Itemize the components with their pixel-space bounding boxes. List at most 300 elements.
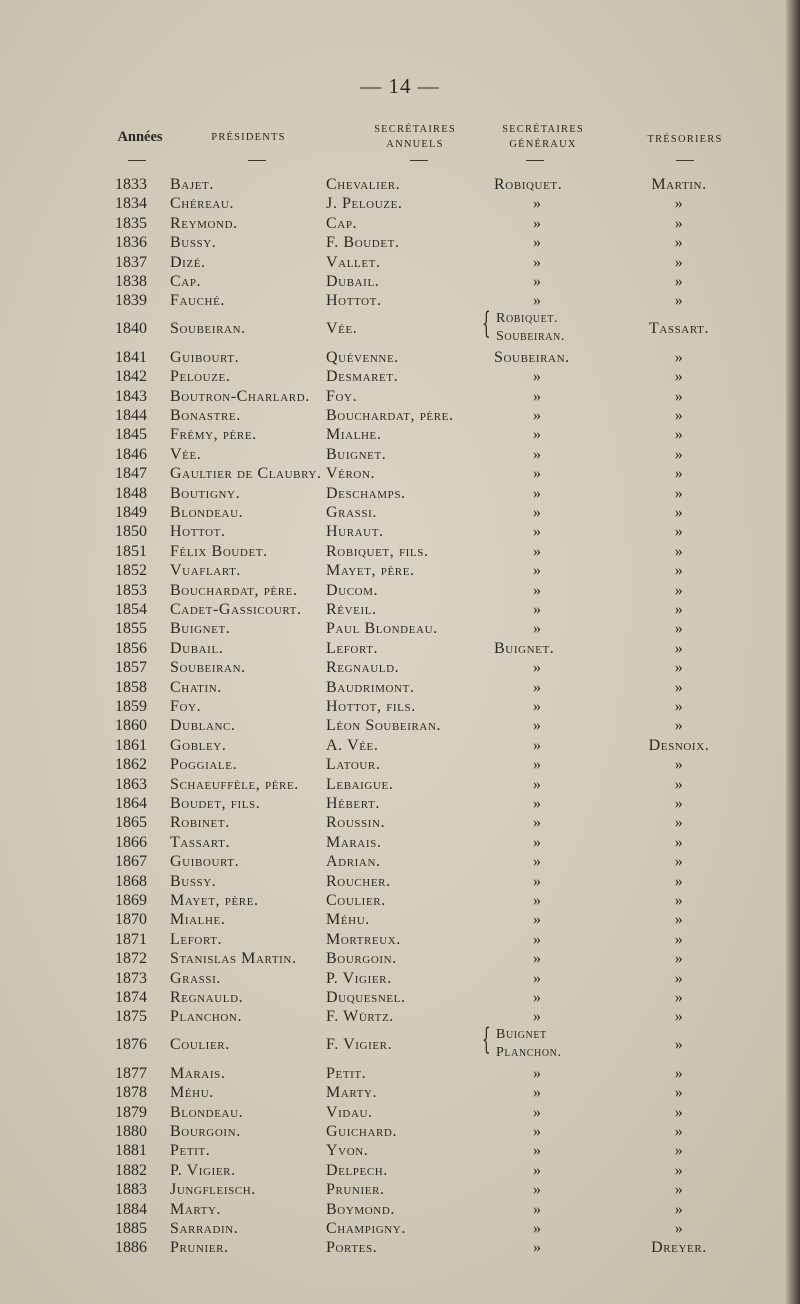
year-cell: 1861 bbox=[115, 736, 147, 754]
year-cell: 1865 bbox=[115, 814, 147, 832]
annual-secretary-cell: Bourgoin. bbox=[326, 950, 397, 968]
treasurer-cell: » bbox=[674, 795, 684, 812]
year-cell: 1846 bbox=[115, 445, 147, 463]
president-cell: Dublanc. bbox=[170, 717, 236, 735]
president-cell: Chatin. bbox=[170, 678, 222, 696]
annual-secretary-cell: Baudrimont. bbox=[326, 678, 415, 696]
table-row bbox=[0, 775, 800, 795]
annual-secretary-cell: Roucher. bbox=[326, 872, 391, 890]
year-cell: 1870 bbox=[115, 911, 147, 929]
table-row bbox=[0, 930, 800, 950]
treasurer-cell: » bbox=[674, 1220, 684, 1237]
president-cell: Regnauld. bbox=[170, 989, 244, 1006]
annual-secretary-cell: Réveil. bbox=[326, 601, 377, 618]
year-cell: 1839 bbox=[115, 292, 147, 310]
annual-secretary-cell: Guichard. bbox=[326, 1123, 398, 1140]
table-row bbox=[0, 581, 800, 601]
table-row bbox=[0, 387, 800, 407]
president-cell: Chéreau. bbox=[170, 195, 235, 213]
treasurer-cell: » bbox=[674, 620, 684, 638]
annual-secretary-cell: Hottot, fils. bbox=[326, 698, 416, 715]
treasurer-cell: » bbox=[674, 1064, 684, 1082]
general-secretary-cell: » bbox=[533, 368, 541, 386]
year-cell: 1874 bbox=[115, 989, 147, 1006]
table-row bbox=[0, 872, 800, 892]
president-cell: Bussy. bbox=[170, 234, 217, 252]
general-secretary-cell: » bbox=[533, 950, 541, 968]
header-annual-secretaries: SECRÉTAIRES ANNUELS bbox=[374, 124, 456, 150]
year-cell: 1873 bbox=[115, 969, 147, 987]
president-cell: Hottot. bbox=[170, 523, 226, 541]
president-cell: Bussy. bbox=[170, 872, 217, 890]
year-cell: 1862 bbox=[115, 756, 147, 774]
treasurer-cell: » bbox=[674, 969, 684, 987]
treasurer-cell: » bbox=[674, 1084, 684, 1102]
annual-secretary-cell: Robiquet, fils. bbox=[326, 542, 429, 560]
general-secretary-cell: » bbox=[533, 717, 541, 735]
general-secretary-cell: » bbox=[533, 562, 541, 580]
treasurer-cell: » bbox=[674, 523, 684, 541]
general-secretary-cell: » bbox=[533, 542, 541, 560]
year-cell: 1848 bbox=[115, 484, 147, 502]
treasurer-cell: » bbox=[674, 234, 684, 252]
year-cell: 1868 bbox=[115, 872, 147, 890]
year-cell: 1871 bbox=[115, 930, 147, 948]
year-cell: 1857 bbox=[115, 659, 147, 677]
president-cell: Gaultier de Claubry. bbox=[170, 465, 322, 483]
table-row bbox=[0, 305, 800, 344]
president-cell: Dizé. bbox=[170, 253, 206, 271]
general-secretary-cell: » bbox=[533, 678, 541, 696]
table-row bbox=[0, 891, 800, 911]
president-cell: Bajet. bbox=[170, 176, 214, 193]
year-cell: 1860 bbox=[115, 717, 147, 735]
treasurer-cell: Desnoix. bbox=[648, 736, 710, 754]
general-secretary-cell: » bbox=[533, 407, 541, 424]
treasurer-cell: » bbox=[674, 1161, 684, 1179]
table-row bbox=[0, 736, 800, 756]
table-row bbox=[0, 367, 800, 387]
annual-secretary-cell: Vallet. bbox=[326, 253, 381, 271]
president-cell: Dubail. bbox=[170, 639, 224, 657]
year-cell: 1835 bbox=[115, 214, 147, 232]
table-row bbox=[0, 464, 800, 484]
year-cell: 1879 bbox=[115, 1103, 147, 1121]
year-cell: 1855 bbox=[115, 620, 147, 638]
general-secretary-cell: » bbox=[533, 989, 541, 1006]
annual-secretary-cell: Foy. bbox=[326, 387, 358, 405]
year-cell: 1836 bbox=[115, 234, 147, 252]
annual-secretary-cell: Yvon. bbox=[326, 1142, 369, 1160]
president-cell: Schaeuffèle, père. bbox=[170, 775, 299, 793]
president-cell: Planchon. bbox=[170, 1008, 243, 1026]
general-secretary-cell: » bbox=[533, 465, 541, 483]
president-cell: Marty. bbox=[170, 1200, 222, 1218]
treasurer-cell: » bbox=[674, 426, 684, 444]
year-cell: 1875 bbox=[115, 1008, 147, 1026]
table-row bbox=[0, 969, 800, 989]
year-cell: 1853 bbox=[115, 581, 147, 599]
president-cell: Bonastre. bbox=[170, 407, 241, 424]
year-cell: 1877 bbox=[115, 1064, 147, 1082]
treasurer-cell: » bbox=[674, 1181, 684, 1199]
table-row bbox=[0, 852, 800, 872]
year-cell: 1864 bbox=[115, 795, 147, 812]
header-rule bbox=[676, 160, 694, 161]
table-row bbox=[0, 697, 800, 717]
annual-secretary-cell: Mayet, père. bbox=[326, 562, 415, 580]
year-cell: 1876 bbox=[115, 1035, 147, 1053]
table-row bbox=[0, 716, 800, 736]
treasurer-cell: » bbox=[674, 273, 684, 290]
general-secretary-cell: » bbox=[533, 504, 541, 521]
annual-secretary-cell: A. Vée. bbox=[326, 736, 379, 754]
annual-secretary-cell: Marty. bbox=[326, 1084, 378, 1102]
general-secretary-cell: » bbox=[533, 736, 541, 754]
header-rule bbox=[128, 160, 146, 161]
president-cell: Cap. bbox=[170, 273, 202, 290]
annual-secretary-cell: J. Pelouze. bbox=[326, 195, 403, 213]
year-cell: 1854 bbox=[115, 601, 147, 618]
annual-secretary-cell: Véron. bbox=[326, 465, 376, 483]
general-secretary-cell: » bbox=[533, 1064, 541, 1082]
table-row bbox=[0, 658, 800, 678]
annual-secretary-cell: Vidau. bbox=[326, 1103, 373, 1121]
year-cell: 1847 bbox=[115, 465, 147, 483]
president-cell: Petit. bbox=[170, 1142, 211, 1160]
president-cell: Pelouze. bbox=[170, 368, 231, 386]
president-cell: Coulier. bbox=[170, 1035, 230, 1053]
president-cell: Soubeiran. bbox=[170, 319, 246, 337]
annual-secretary-cell: Vée. bbox=[326, 319, 358, 337]
general-secretary-cell: » bbox=[533, 814, 541, 832]
year-cell: 1881 bbox=[115, 1142, 147, 1160]
table-row bbox=[0, 1161, 800, 1181]
year-cell: 1866 bbox=[115, 833, 147, 851]
general-secretary-cell: Buignet. bbox=[494, 639, 555, 657]
annual-secretary-cell: Deschamps. bbox=[326, 484, 406, 502]
year-cell: 1867 bbox=[115, 853, 147, 871]
general-secretary-cell: » bbox=[533, 234, 541, 252]
president-cell: Méhu. bbox=[170, 1084, 214, 1102]
president-cell: Cadet-Gassicourt. bbox=[170, 601, 302, 618]
annual-secretary-cell: Delpech. bbox=[326, 1161, 388, 1179]
treasurer-cell: » bbox=[674, 833, 684, 851]
general-secretary-cell: Buignet bbox=[496, 1026, 547, 1042]
treasurer-cell: » bbox=[674, 950, 684, 968]
general-secretary-cell: » bbox=[533, 445, 541, 463]
table-row bbox=[0, 214, 800, 234]
table-row bbox=[0, 949, 800, 969]
president-cell: Bourgoin. bbox=[170, 1123, 241, 1140]
treasurer-cell: » bbox=[674, 756, 684, 774]
general-secretary-cell: » bbox=[533, 833, 541, 851]
treasurer-cell: » bbox=[674, 253, 684, 271]
treasurer-cell: » bbox=[674, 989, 684, 1006]
president-cell: Frémy, père. bbox=[170, 426, 257, 444]
year-cell: 1845 bbox=[115, 426, 147, 444]
year-cell: 1886 bbox=[115, 1239, 147, 1257]
treasurer-cell: » bbox=[674, 853, 684, 871]
general-secretary-cell: » bbox=[533, 273, 541, 290]
table-row bbox=[0, 619, 800, 639]
table-row bbox=[0, 755, 800, 775]
president-cell: Robinet. bbox=[170, 814, 230, 832]
president-cell: Reymond. bbox=[170, 214, 238, 232]
table-row bbox=[0, 600, 800, 620]
president-cell: Guibourt. bbox=[170, 348, 240, 366]
table-row bbox=[0, 1238, 800, 1258]
general-secretary-cell: » bbox=[533, 853, 541, 871]
year-cell: 1838 bbox=[115, 273, 147, 290]
table-row bbox=[0, 1064, 800, 1084]
annual-secretary-cell: Léon Soubeiran. bbox=[326, 717, 442, 735]
annual-secretary-cell: Grassi. bbox=[326, 504, 377, 521]
header-rule bbox=[248, 160, 266, 161]
annual-secretary-cell: Coulier. bbox=[326, 892, 386, 909]
president-cell: Foy. bbox=[170, 698, 202, 715]
treasurer-cell: Tassart. bbox=[648, 319, 710, 337]
annual-secretary-cell: Lebaigue. bbox=[326, 775, 394, 793]
general-secretary-cell: » bbox=[533, 756, 541, 774]
treasurer-cell: » bbox=[674, 348, 684, 366]
annual-secretary-cell: F. Würtz. bbox=[326, 1008, 394, 1026]
president-cell: Marais. bbox=[170, 1064, 226, 1082]
annual-secretary-cell: Quévenne. bbox=[326, 348, 399, 366]
general-secretary-cell: » bbox=[533, 911, 541, 929]
general-secretary-cell: » bbox=[533, 620, 541, 638]
year-cell: 1884 bbox=[115, 1200, 147, 1218]
president-cell: Guibourt. bbox=[170, 853, 240, 871]
treasurer-cell: » bbox=[674, 214, 684, 232]
treasurer-cell: » bbox=[674, 1035, 684, 1053]
table-row bbox=[0, 639, 800, 659]
table-row bbox=[0, 988, 800, 1008]
general-secretary-cell: » bbox=[533, 1181, 541, 1199]
treasurer-cell: » bbox=[674, 1142, 684, 1160]
year-cell: 1858 bbox=[115, 678, 147, 696]
table-row bbox=[0, 1141, 800, 1161]
year-cell: 1850 bbox=[115, 523, 147, 541]
year-cell: 1843 bbox=[115, 387, 147, 405]
year-cell: 1844 bbox=[115, 407, 147, 424]
treasurer-cell: » bbox=[674, 1200, 684, 1218]
annual-secretary-cell: Ducom. bbox=[326, 581, 379, 599]
annual-secretary-cell: Petit. bbox=[326, 1064, 367, 1082]
header-treasurers: TRÉSORIERS bbox=[647, 134, 723, 145]
treasurer-cell: » bbox=[674, 292, 684, 310]
general-secretary-cell: » bbox=[533, 969, 541, 987]
general-secretary-cell: » bbox=[533, 214, 541, 232]
year-cell: 1849 bbox=[115, 504, 147, 521]
treasurer-cell: » bbox=[674, 659, 684, 677]
annual-secretary-cell: Duquesnel. bbox=[326, 989, 406, 1006]
table-row bbox=[0, 794, 800, 814]
year-cell: 1852 bbox=[115, 562, 147, 580]
general-secretary-cell: » bbox=[533, 581, 541, 599]
brace-mark: { bbox=[482, 305, 491, 341]
treasurer-cell: » bbox=[674, 911, 684, 929]
president-cell: Buignet. bbox=[170, 620, 231, 638]
treasurer-cell: » bbox=[674, 407, 684, 424]
president-cell: Lefort. bbox=[170, 930, 223, 948]
annual-secretary-cell: P. Vigier. bbox=[326, 969, 392, 987]
table-row bbox=[0, 1103, 800, 1123]
president-cell: Jungfleisch. bbox=[170, 1181, 256, 1199]
president-cell: Fauché. bbox=[170, 292, 225, 310]
annual-secretary-cell: Marais. bbox=[326, 833, 382, 851]
annual-secretary-cell: Hottot. bbox=[326, 292, 382, 310]
general-secretary-cell: » bbox=[533, 1008, 541, 1026]
table-row bbox=[0, 833, 800, 853]
annual-secretary-cell: F. Boudet. bbox=[326, 234, 400, 252]
treasurer-cell: » bbox=[674, 484, 684, 502]
president-cell: Boutron-Charlard. bbox=[170, 387, 310, 405]
president-cell: Grassi. bbox=[170, 969, 221, 987]
annual-secretary-cell: Paul Blondeau. bbox=[326, 620, 438, 638]
year-cell: 1878 bbox=[115, 1084, 147, 1102]
table-row bbox=[0, 522, 800, 542]
treasurer-cell: » bbox=[674, 601, 684, 618]
president-cell: Félix Boudet. bbox=[170, 542, 268, 560]
year-cell: 1842 bbox=[115, 368, 147, 386]
table-row bbox=[0, 291, 800, 311]
general-secretary-cell: » bbox=[533, 1142, 541, 1160]
president-cell: Sarradin. bbox=[170, 1220, 239, 1237]
table-row bbox=[0, 503, 800, 523]
president-cell: Poggiale. bbox=[170, 756, 238, 774]
general-secretary-cell: Planchon. bbox=[496, 1044, 562, 1060]
table-row bbox=[0, 1122, 800, 1142]
year-cell: 1869 bbox=[115, 892, 147, 909]
header-general-secretaries: SECRÉTAIRES GÉNÉRAUX bbox=[502, 124, 584, 150]
general-secretary-cell: Robiquet. bbox=[494, 176, 563, 193]
treasurer-cell: » bbox=[674, 387, 684, 405]
president-cell: Mayet, père. bbox=[170, 892, 259, 909]
year-cell: 1856 bbox=[115, 639, 147, 657]
year-cell: 1859 bbox=[115, 698, 147, 715]
annual-secretary-cell: Mortreux. bbox=[326, 930, 401, 948]
general-secretary-cell: » bbox=[533, 872, 541, 890]
table-row bbox=[0, 1200, 800, 1220]
treasurer-cell: » bbox=[674, 581, 684, 599]
year-cell: 1880 bbox=[115, 1123, 147, 1140]
president-cell: Vuaflart. bbox=[170, 562, 242, 580]
table-row bbox=[0, 175, 800, 195]
treasurer-cell: » bbox=[674, 1008, 684, 1026]
table-row bbox=[0, 1007, 800, 1027]
treasurer-cell: » bbox=[674, 775, 684, 793]
annual-secretary-cell: Chevalier. bbox=[326, 176, 401, 193]
treasurer-cell: » bbox=[674, 717, 684, 735]
table-row bbox=[0, 484, 800, 504]
annual-secretary-cell: Méhu. bbox=[326, 911, 370, 929]
year-cell: 1882 bbox=[115, 1161, 147, 1179]
annual-secretary-cell: Mialhe. bbox=[326, 426, 382, 444]
treasurer-cell: » bbox=[674, 678, 684, 696]
table-row bbox=[0, 445, 800, 465]
table-row bbox=[0, 233, 800, 253]
treasurer-cell: Martin. bbox=[651, 176, 707, 193]
treasurer-cell: » bbox=[674, 465, 684, 483]
header-presidents: PRÉSIDENTS bbox=[211, 132, 286, 143]
treasurer-cell: » bbox=[674, 892, 684, 909]
general-secretary-cell: » bbox=[533, 484, 541, 502]
table-row bbox=[0, 813, 800, 833]
table-row bbox=[0, 272, 800, 292]
general-secretary-cell: » bbox=[533, 195, 541, 213]
general-secretary-cell: » bbox=[533, 426, 541, 444]
year-cell: 1851 bbox=[115, 542, 147, 560]
treasurer-cell: » bbox=[674, 195, 684, 213]
annual-secretary-cell: Huraut. bbox=[326, 523, 384, 541]
general-secretary-cell: » bbox=[533, 1239, 541, 1257]
table-row bbox=[0, 561, 800, 581]
header-rule bbox=[526, 160, 544, 161]
annual-secretary-cell: Champigny. bbox=[326, 1220, 406, 1237]
year-cell: 1837 bbox=[115, 253, 147, 271]
general-secretary-cell: » bbox=[533, 523, 541, 541]
annual-secretary-cell: Adrian. bbox=[326, 853, 381, 871]
general-secretary-cell: » bbox=[533, 775, 541, 793]
president-cell: P. Vigier. bbox=[170, 1161, 236, 1179]
general-secretary-cell: Robiquet. bbox=[496, 310, 559, 326]
table-row bbox=[0, 1180, 800, 1200]
year-cell: 1885 bbox=[115, 1220, 147, 1237]
treasurer-cell: » bbox=[674, 1123, 684, 1140]
treasurer-cell: » bbox=[674, 814, 684, 832]
general-secretary-cell: Soubeiran. bbox=[496, 328, 565, 344]
general-secretary-cell: » bbox=[533, 1084, 541, 1102]
general-secretary-cell: » bbox=[533, 698, 541, 715]
table-row bbox=[0, 1083, 800, 1103]
page-number: — 14 — bbox=[360, 74, 440, 98]
general-secretary-cell: » bbox=[533, 1103, 541, 1121]
treasurer-cell: » bbox=[674, 542, 684, 560]
president-cell: Bouchardat, père. bbox=[170, 581, 298, 599]
treasurer-cell: » bbox=[674, 504, 684, 521]
president-cell: Vée. bbox=[170, 445, 202, 463]
annual-secretary-cell: Regnauld. bbox=[326, 659, 400, 677]
table-row bbox=[0, 253, 800, 273]
president-cell: Mialhe. bbox=[170, 911, 226, 929]
annual-secretary-cell: F. Vigier. bbox=[326, 1035, 393, 1053]
general-secretary-cell: » bbox=[533, 659, 541, 677]
annual-secretary-cell: Bouchardat, père. bbox=[326, 407, 454, 424]
year-cell: 1872 bbox=[115, 950, 147, 968]
year-cell: 1840 bbox=[115, 319, 147, 337]
general-secretary-cell: » bbox=[533, 387, 541, 405]
president-cell: Boudet, fils. bbox=[170, 795, 261, 812]
treasurer-cell: » bbox=[674, 872, 684, 890]
year-cell: 1834 bbox=[115, 195, 147, 213]
header-rule bbox=[410, 160, 428, 161]
table-row bbox=[0, 1219, 800, 1239]
table-row bbox=[0, 425, 800, 445]
annual-secretary-cell: Prunier. bbox=[326, 1181, 385, 1199]
treasurer-cell: » bbox=[674, 445, 684, 463]
president-cell: Boutigny. bbox=[170, 484, 241, 502]
annual-secretary-cell: Hébert. bbox=[326, 795, 380, 812]
annual-secretary-cell: Dubail. bbox=[326, 273, 380, 290]
general-secretary-cell: » bbox=[533, 1161, 541, 1179]
general-secretary-cell: » bbox=[533, 601, 541, 618]
year-cell: 1863 bbox=[115, 775, 147, 793]
general-secretary-cell: » bbox=[533, 892, 541, 909]
treasurer-cell: Dreyer. bbox=[651, 1239, 707, 1257]
year-cell: 1841 bbox=[115, 348, 147, 366]
general-secretary-cell: » bbox=[533, 1220, 541, 1237]
